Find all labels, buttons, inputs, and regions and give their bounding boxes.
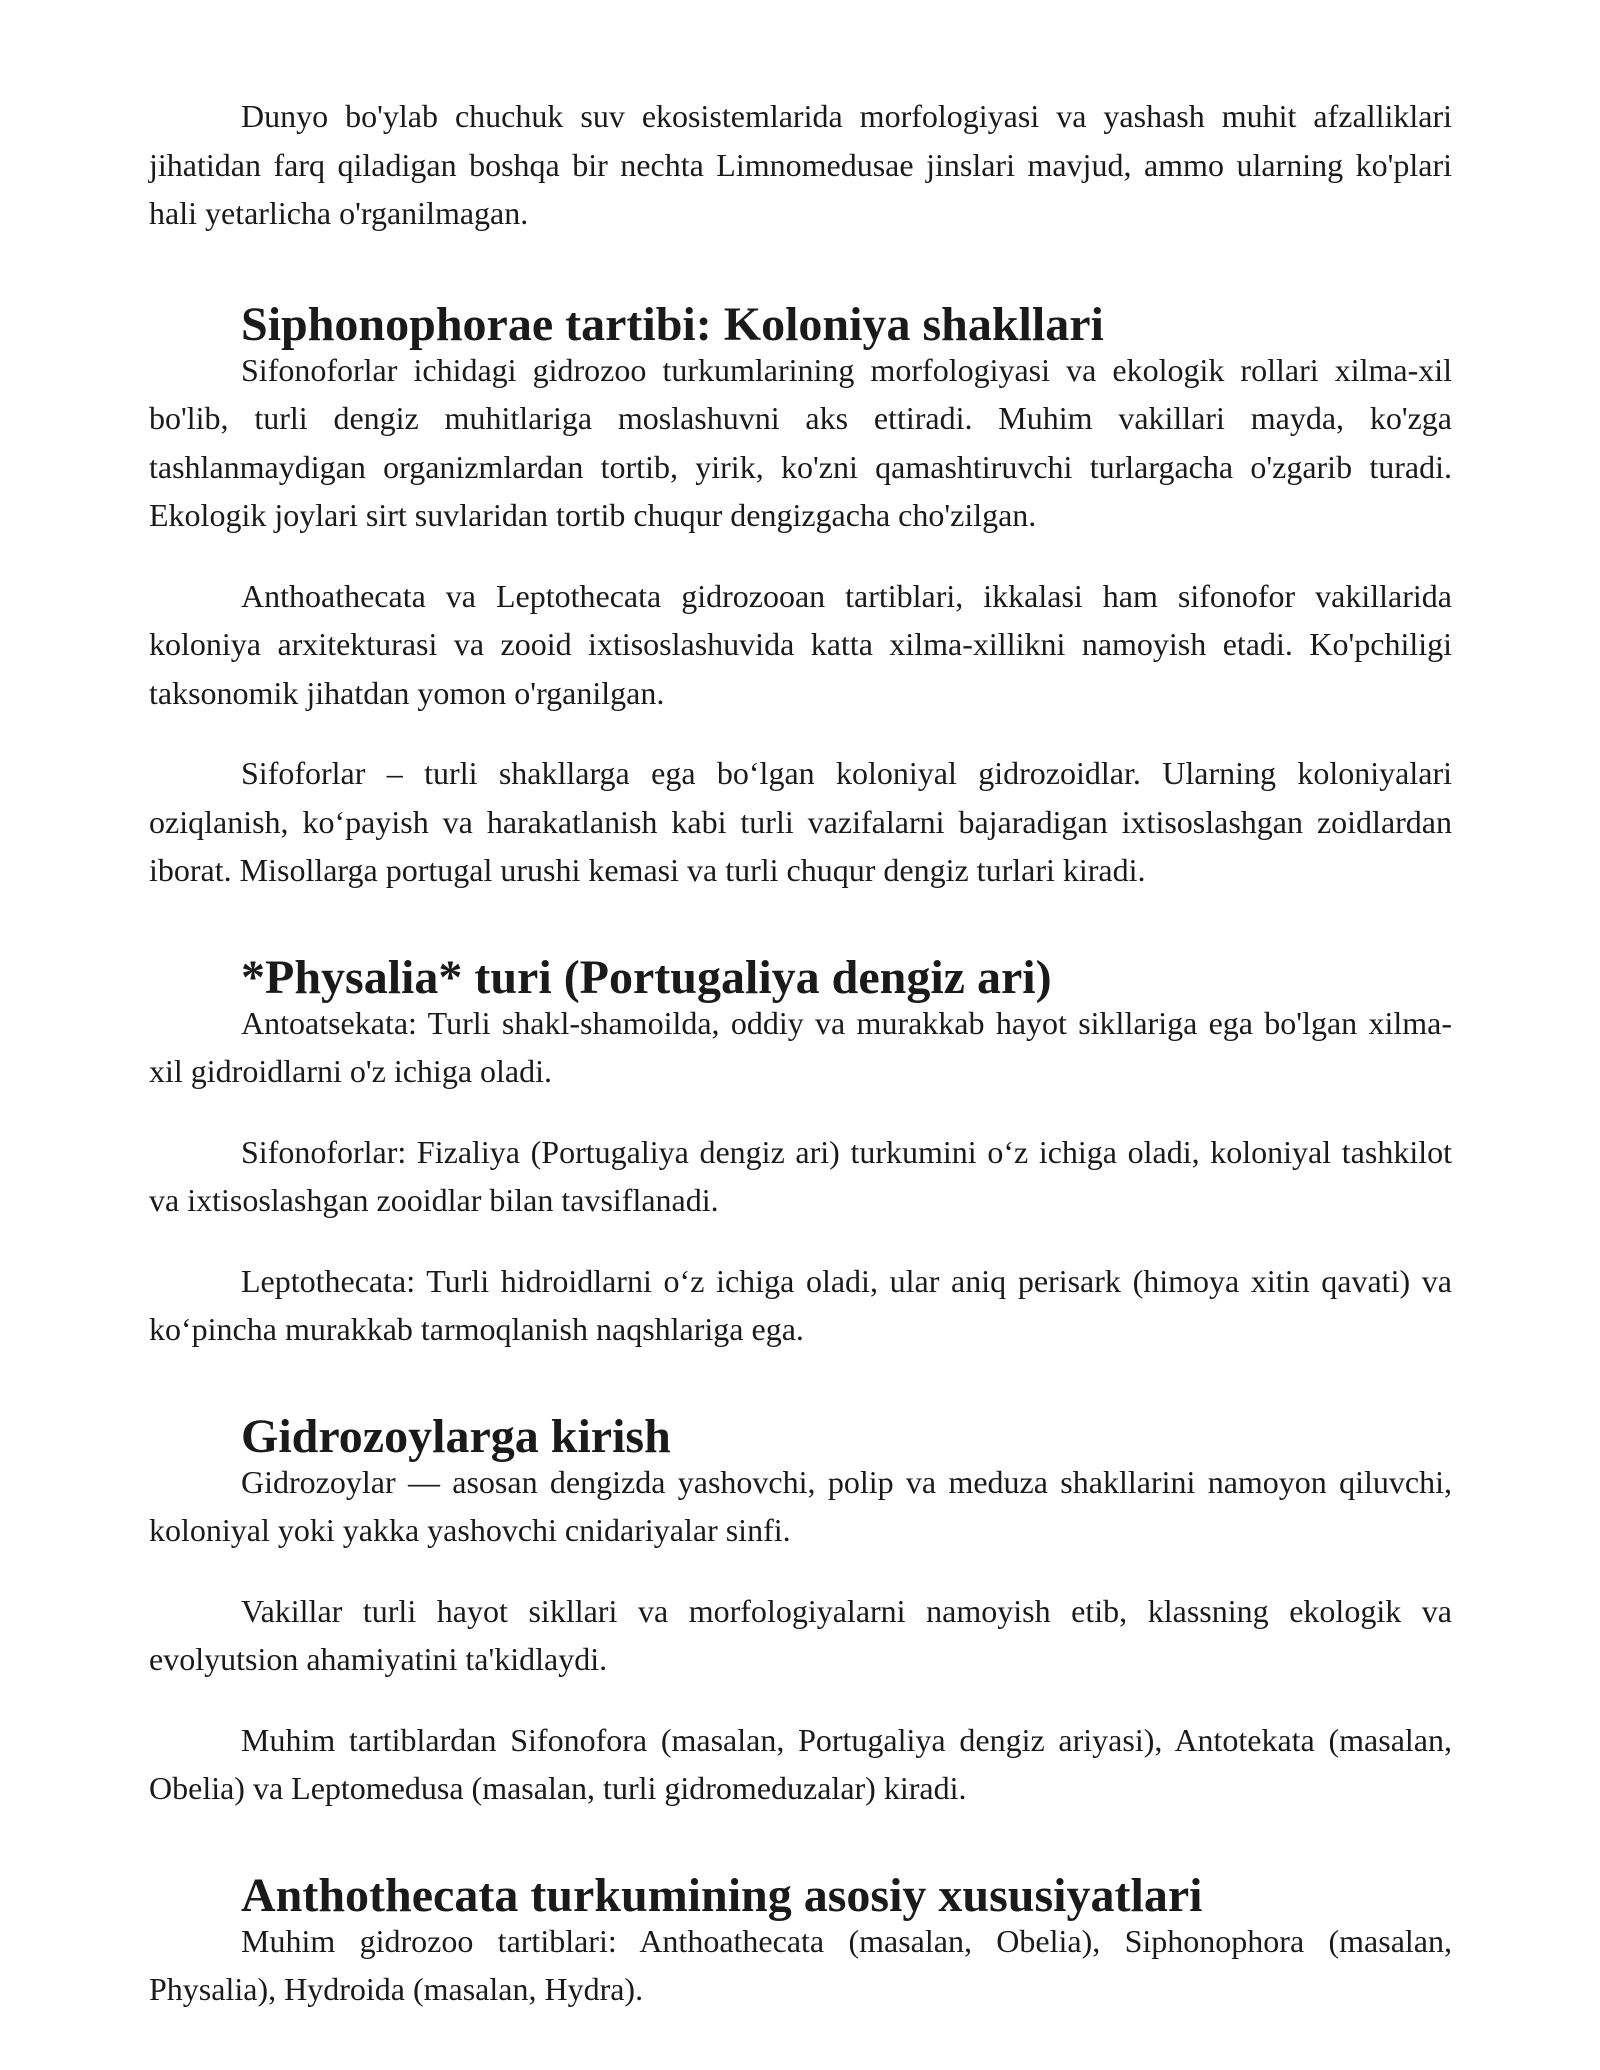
body-paragraph: Sifonoforlar: Fizaliya (Portugaliya dengiz ari) turkumini o‘z ichiga oladi, koloniyal tashkilot va ixtisoslashgan zooidlar bilan tavsiflanadi. [149, 1133, 1452, 1218]
body-paragraph: Antoatsekata: Turli shakl-shamoilda, oddiy va murakkab hayot sikllariga ega bo'lgan xilma-xil gidroidlarni o'z ichiga oladi. [149, 1004, 1452, 1089]
body-paragraph: Anthoathecata va Leptothecata gidrozooan tartiblari, ikkalasi ham sifonofor vakillarida koloniya arxitekturasi va zooid ixtisoslashuvida katta xilma-xillikni namoyish etadi. Ko'pchiligi taksonomik jihatdan yomon o'rganilgan. [149, 577, 1452, 711]
body-paragraph: Sifoforlar – turli shakllarga ega bo‘lgan koloniyal gidrozoidlar. Ularning koloniyalari oziqlanish, ko‘payish va harakatlanish kabi turli vazifalarni bajaradigan ixtisoslashgan zoidlardan iborat. Misollarga portugal urushi kemasi va turli chuqur dengiz turlari kiradi. [149, 755, 1452, 888]
body-paragraph: Vakillar turli hayot sikllari va morfologiyalarni namoyish etib, klassning ekologik va evolyutsion ahamiyatini ta'kidlaydi. [149, 1592, 1452, 1677]
spacer [149, 1813, 1452, 1875]
body-paragraph: Gidrozoylar — asosan dengizda yashovchi, polip va meduza shakllarini namoyon qiluvchi, koloniyal yoki yakka yashovchi cnidariyalar sinfi. [149, 1463, 1452, 1548]
section-heading-anthothecata: Anthothecata turkumining asosiy xususiyatlari [241, 1868, 1203, 1922]
body-paragraph: Muhim tartiblardan Sifonofora (masalan, Portugaliya dengiz ariyasi), Antotekata (masalan, Obelia) va Leptomedusa (masalan, turli gidromeduzalar) kiradi. [149, 1721, 1452, 1806]
document-page [149, 92, 1452, 2014]
body-paragraph: Muhim gidrozoo tartiblari: Anthoathecata (masalan, Obelia), Siphonophora (masalan, Physalia), Hydroida (masalan, Hydra). [149, 1922, 1452, 2007]
body-paragraph: Sifonoforlar ichidagi gidrozoo turkumlarining morfologiyasi va ekologik rollari xilma-xil bo'lib, turli dengiz muhitlariga moslashuvni aks ettiradi. Muhim vakillari mayda, ko'zga tashlanmaydigan organizmlardan tortib, yirik, ko'zni qamashtiruvchi turlargacha o'zgarib turadi. Ekologik joylari sirt suvlaridan tortib chuqur dengizgacha cho'zilgan. [149, 351, 1452, 533]
section-heading-physalia: *Physalia* turi (Portugaliya dengiz ari) [241, 950, 1052, 1004]
intro-paragraph: Dunyo bo'ylab chuchuk suv ekosistemlarida morfologiyasi va yashash muhit afzalliklari jihatidan farq qiladigan boshqa bir nechta Limnomedusae jinslari mavjud, ammo ularning ko'plari hali yetarlicha o'rganilmagan. [149, 98, 1452, 231]
spacer [149, 1354, 1452, 1416]
spacer [149, 895, 1452, 957]
section-heading-siphonophorae: Siphonophorae tartibi: Koloniya shakllari [241, 297, 1104, 351]
body-paragraph: Leptothecata: Turli hidroidlarni o‘z ichiga oladi, ular aniq perisark (himoya xitin qavati) va ko‘pincha murakkab tarmoqlanish naqshlariga ega. [149, 1262, 1452, 1347]
section-heading-gidrozoylar: Gidrozoylarga kirish [241, 1409, 671, 1463]
